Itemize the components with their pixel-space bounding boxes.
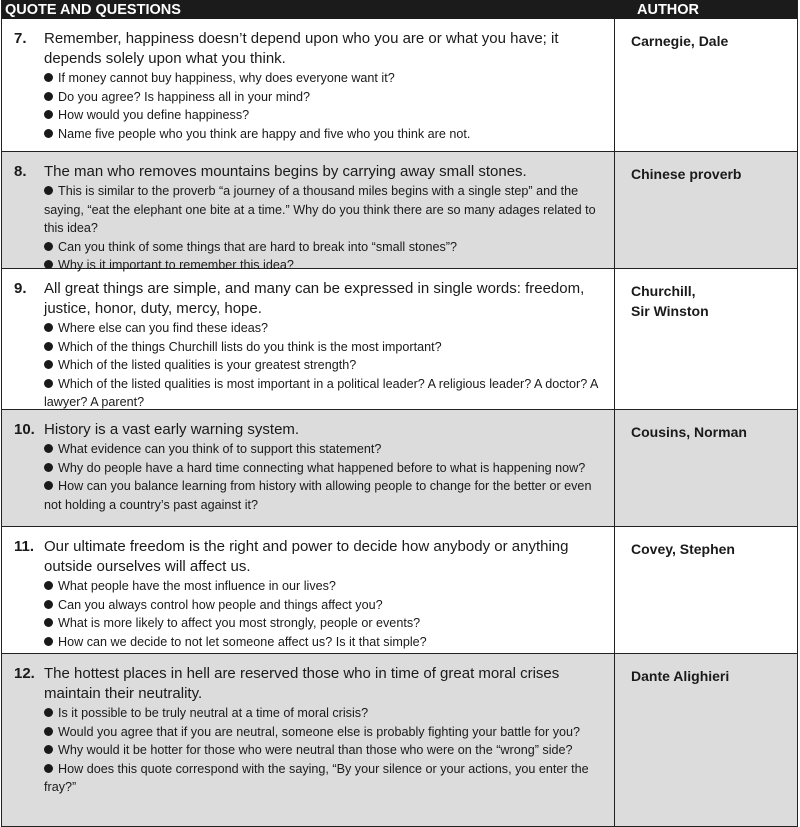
quote-body xyxy=(44,664,614,826)
author-cell xyxy=(615,19,797,151)
question-list xyxy=(44,704,598,797)
table-row xyxy=(2,19,797,151)
bullet-icon xyxy=(44,581,53,590)
quote-text: History is a vast early warning system. xyxy=(44,421,300,438)
bullet-icon xyxy=(44,360,53,369)
bullet-icon xyxy=(44,481,53,490)
quote-text: The hottest places in hell are reserved those who in time of great moral crises maintain their neutrality. xyxy=(44,665,560,702)
bullet-icon xyxy=(44,186,53,195)
author-name: Cousins, Norman xyxy=(631,424,747,440)
question-text: How would you define happiness? xyxy=(58,108,250,123)
question-text: Which of the listed qualities is most important in a political leader? A religious leader? A doctor? A lawyer? A parent? xyxy=(44,376,598,410)
quote-number: 12. xyxy=(14,665,35,682)
quote-cell xyxy=(2,269,615,409)
question-item xyxy=(44,633,598,652)
question-item xyxy=(44,375,598,412)
question-list xyxy=(44,440,598,514)
author-name: Dante Alighieri xyxy=(631,668,730,684)
bullet-icon xyxy=(44,323,53,332)
question-text: What evidence can you think of to support this statement? xyxy=(58,442,382,456)
quote-text: The man who removes mountains begins by carrying away small stones. xyxy=(44,163,527,180)
bullet-icon xyxy=(44,73,53,82)
quote-cell xyxy=(2,527,615,653)
quote-cell xyxy=(2,654,615,826)
question-item xyxy=(44,88,598,107)
author-cell xyxy=(615,527,797,653)
bullet-icon xyxy=(44,637,53,646)
question-text: If money cannot buy happiness, why does everyone want it? xyxy=(58,71,395,85)
question-item xyxy=(44,69,598,88)
question-text: Can you think of some things that are hard to break into “small stones”? xyxy=(58,239,458,254)
quote-column-header: QUOTE AND QUESTIONS xyxy=(5,1,181,18)
question-text: Why is it important to remember this idea? xyxy=(58,258,294,273)
question-text: Is it possible to be truly neutral at a time of moral crisis? xyxy=(58,706,369,720)
author-cell xyxy=(615,410,797,526)
bullet-icon xyxy=(44,727,53,736)
author-cell xyxy=(615,152,797,268)
question-text: Can you always control how people and things affect you? xyxy=(58,597,383,612)
quote-cell xyxy=(2,152,615,273)
quotes-table xyxy=(1,0,798,827)
question-text: What is more likely to affect you most strongly, people or events? xyxy=(58,616,421,631)
question-item xyxy=(44,238,598,257)
question-item xyxy=(44,614,598,633)
question-text: Why would it be hotter for those who were neutral than those who were on the “wrong” side? xyxy=(58,743,573,758)
table-row xyxy=(2,409,797,526)
quote-number: 11. xyxy=(14,538,35,555)
bullet-icon xyxy=(44,745,53,754)
question-item xyxy=(44,459,598,478)
bullet-icon xyxy=(44,764,53,773)
quote-number: 10. xyxy=(14,421,35,438)
question-text: Where else can you find these ideas? xyxy=(58,321,269,335)
question-item xyxy=(44,760,598,797)
question-text: Do you agree? Is happiness all in your mind? xyxy=(58,89,311,104)
question-text: Which of the listed qualities is your greatest strength? xyxy=(58,358,357,373)
question-item xyxy=(44,577,598,596)
table-row xyxy=(2,653,797,826)
author-cell xyxy=(615,654,797,826)
question-item xyxy=(44,704,598,723)
author-cell xyxy=(615,269,797,409)
question-list xyxy=(44,182,598,275)
question-item xyxy=(44,125,598,144)
bullet-icon xyxy=(44,92,53,101)
bullet-icon xyxy=(44,618,53,627)
quote-body xyxy=(44,29,614,151)
question-text: Why do people have a hard time connecting what happened before to what is happening now? xyxy=(58,460,586,475)
author-name: Churchill, xyxy=(631,283,696,299)
question-text: Name five people who you think are happy and five who you think are not. xyxy=(58,126,471,141)
bullet-icon xyxy=(44,600,53,609)
bullet-icon xyxy=(44,260,53,269)
quote-cell xyxy=(2,410,615,526)
question-text: How can you balance learning from history with allowing people to change for the better or even not holding a country’s past against it? xyxy=(44,479,592,512)
bullet-icon xyxy=(44,463,53,472)
quote-text: Remember, happiness doesn’t depend upon who you are or what you have; it depends solely upon what you think. xyxy=(44,30,559,67)
question-item xyxy=(44,356,598,375)
bullet-icon xyxy=(44,708,53,717)
table-body xyxy=(2,19,797,826)
table-header xyxy=(2,0,797,19)
question-item xyxy=(44,741,598,760)
bullet-icon xyxy=(44,444,53,453)
question-list xyxy=(44,319,598,412)
question-item xyxy=(44,182,598,238)
table-row xyxy=(2,151,797,273)
question-item xyxy=(44,256,598,275)
author-name: Carnegie, Dale xyxy=(631,33,729,49)
question-text: How can we decide to not let someone affect us? Is it that simple? xyxy=(58,634,427,649)
question-item xyxy=(44,106,598,125)
quote-body xyxy=(44,537,614,653)
bullet-icon xyxy=(44,129,53,138)
question-text: This is similar to the proverb “a journey of a thousand miles begins with a single step” and the saying, “eat the elephant one bite at a time.” Why do you think there are so many adages related to this idea? xyxy=(44,184,596,236)
quote-text: Our ultimate freedom is the right and power to decide how anybody or anything outside ourselves will affect us. xyxy=(44,538,569,575)
quote-body xyxy=(44,420,614,526)
bullet-icon xyxy=(44,110,53,119)
bullet-icon xyxy=(44,379,53,388)
question-item xyxy=(44,338,598,357)
quote-number: 9. xyxy=(14,280,27,297)
question-item xyxy=(44,477,598,514)
author-name: Chinese proverb xyxy=(631,166,742,182)
quote-number: 8. xyxy=(14,163,27,180)
question-text: What people have the most influence in our lives? xyxy=(58,579,336,593)
question-item xyxy=(44,596,598,615)
author-column-header: AUTHOR xyxy=(637,1,700,18)
table-row xyxy=(2,268,797,409)
question-text: How does this quote correspond with the saying, “By your silence or your actions, you enter the fray?” xyxy=(44,761,589,795)
question-item xyxy=(44,440,598,459)
question-item xyxy=(44,319,598,338)
bullet-icon xyxy=(44,242,53,251)
quote-cell xyxy=(2,19,615,151)
question-item xyxy=(44,723,598,742)
author-name: Covey, Stephen xyxy=(631,541,735,557)
question-text: Which of the things Churchill lists do you think is the most important? xyxy=(58,339,442,354)
question-list xyxy=(44,69,598,143)
table-row xyxy=(2,526,797,653)
quote-body xyxy=(44,279,614,409)
quote-number: 7. xyxy=(14,30,27,47)
quote-body xyxy=(44,162,614,273)
bullet-icon xyxy=(44,342,53,351)
quote-text: All great things are simple, and many can be expressed in single words: freedom, justice, honor, duty, mercy, hope. xyxy=(44,280,585,317)
author-name: Sir Winston xyxy=(631,303,709,319)
question-list xyxy=(44,577,598,651)
question-text: Would you agree that if you are neutral, someone else is probably fighting your battle for you? xyxy=(58,724,581,739)
